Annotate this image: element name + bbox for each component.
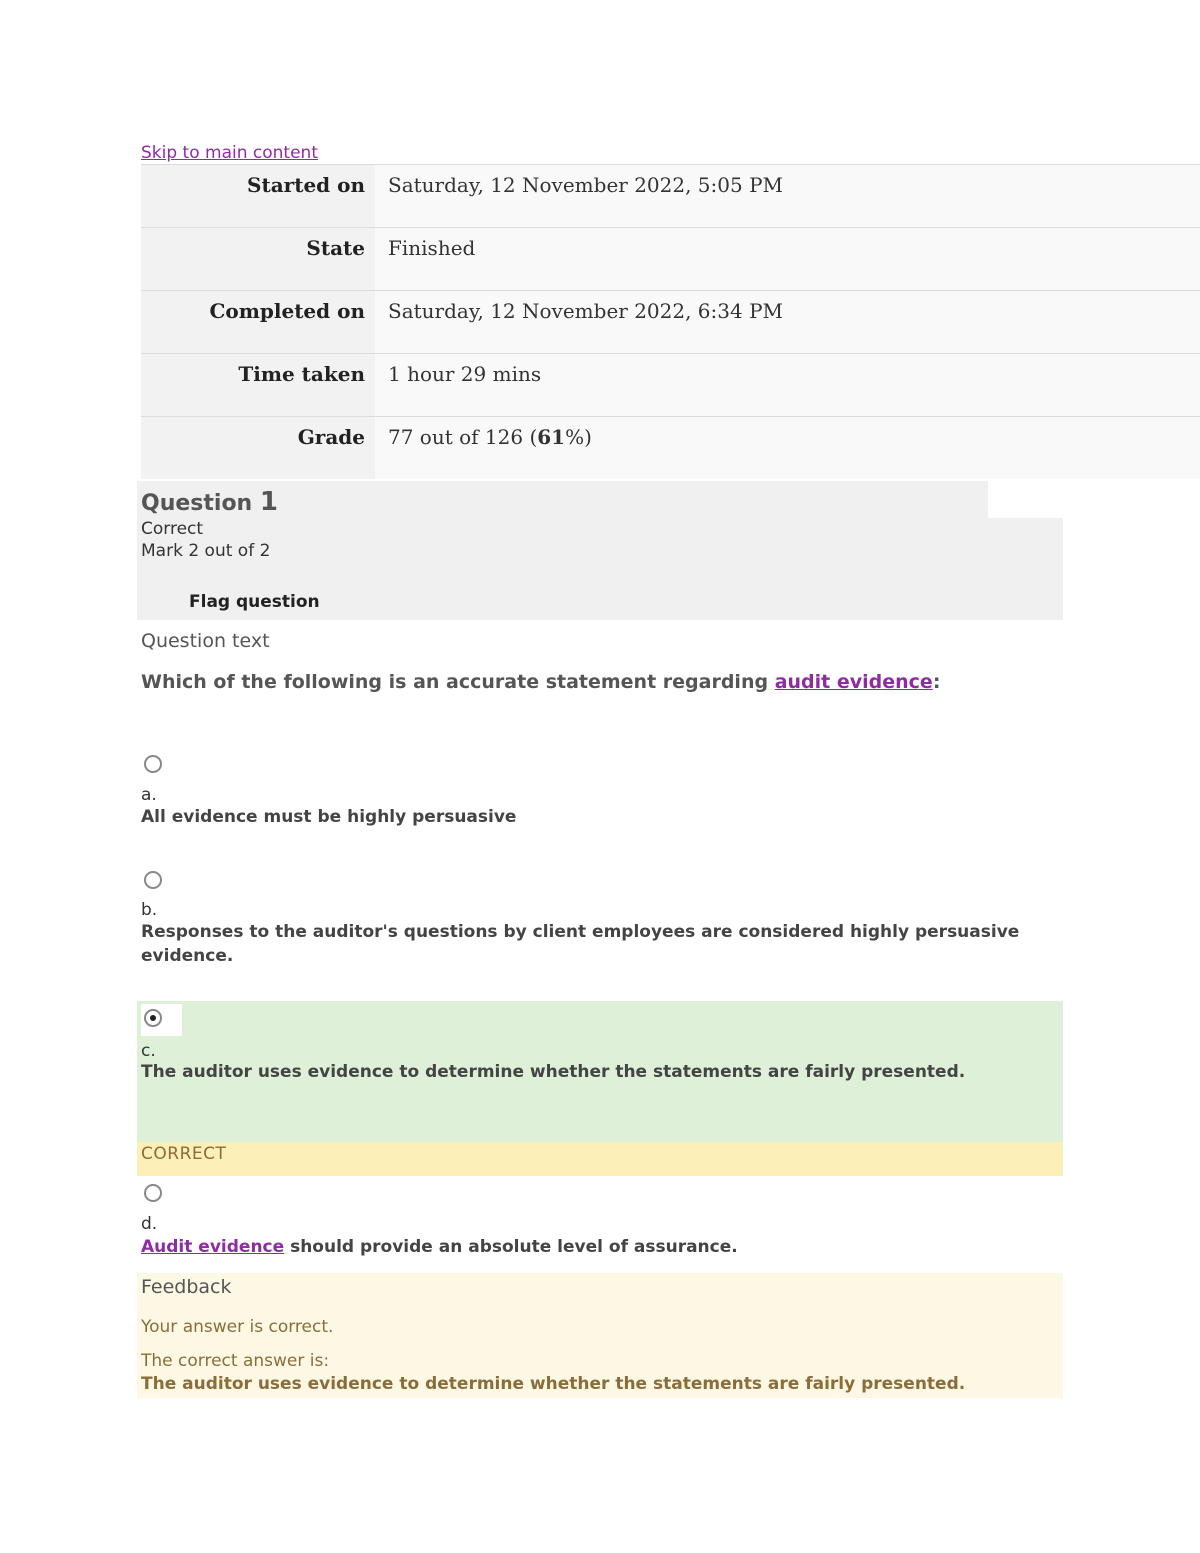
question-text-pre: Which of the following is an accurate statement regarding [141, 671, 775, 693]
question-number: 1 [259, 487, 278, 517]
attempt-summary-table [141, 164, 1200, 479]
answer-d-text[interactable] [141, 1235, 738, 1259]
flag-question-button[interactable]: Flag question [189, 592, 320, 612]
answer-d-radio[interactable] [144, 1184, 162, 1202]
question-mark: Mark 2 out of 2 [141, 541, 271, 561]
summary-row-grade [141, 416, 1200, 479]
answer-d-letter: d. [141, 1214, 158, 1234]
grade-value-post: %) [565, 425, 592, 449]
answer-c-text[interactable]: The auditor uses evidence to determine whether the statements are fairly presented. [141, 1062, 966, 1082]
time-taken-label: Time taken [141, 354, 375, 416]
feedback-result: Your answer is correct. [141, 1317, 334, 1337]
correct-status-banner: CORRECT [137, 1142, 1063, 1176]
answer-b-text[interactable]: Responses to the auditor's questions by client employees are considered highly persuasive evidence. [141, 922, 1020, 966]
started-on-value: Saturday, 12 November 2022, 5:05 PM [388, 173, 784, 197]
state-label: State [141, 228, 375, 290]
started-on-label: Started on [141, 165, 375, 227]
answer-d-audit-evidence-link[interactable]: Audit evidence [141, 1237, 285, 1257]
grade-value [375, 417, 1200, 479]
feedback-title: Feedback [141, 1276, 232, 1298]
grade-label: Grade [141, 417, 375, 479]
answer-a-letter: a. [141, 785, 157, 805]
completed-on-label: Completed on [141, 291, 375, 353]
answer-c-letter: c. [141, 1041, 156, 1061]
summary-row-state [141, 227, 1200, 290]
question-state: Correct [141, 519, 204, 539]
completed-on-value: Saturday, 12 November 2022, 6:34 PM [388, 299, 784, 323]
answer-b-radio[interactable] [144, 871, 162, 889]
grade-value-pre: 77 out of 126 ( [388, 425, 538, 449]
question-title [141, 487, 278, 517]
summary-row-time-taken [141, 353, 1200, 416]
answer-d-text-rest: should provide an absolute level of assurance. [284, 1237, 738, 1257]
summary-row-completed [141, 290, 1200, 353]
state-value: Finished [388, 236, 476, 260]
answer-a-radio[interactable] [144, 755, 162, 773]
question-title-text: Question [141, 491, 253, 516]
skip-to-main-content-link[interactable]: Skip to main content [141, 143, 318, 163]
question-text [141, 671, 940, 693]
feedback-correct-label: The correct answer is: [141, 1351, 330, 1371]
answer-a-text[interactable]: All evidence must be highly persuasive [141, 807, 517, 827]
question-info-panel [137, 481, 1063, 620]
summary-row-started [141, 164, 1200, 227]
grade-percent: 61 [537, 425, 566, 449]
question-info-notch [988, 481, 1063, 518]
answer-c-radio[interactable] [144, 1009, 162, 1027]
answer-b-letter: b. [141, 900, 158, 920]
audit-evidence-link[interactable]: audit evidence [774, 671, 933, 693]
feedback-correct-answer: The auditor uses evidence to determine whether the statements are fairly presented. [141, 1374, 966, 1394]
feedback-panel [137, 1273, 1063, 1398]
question-text-label: Question text [141, 630, 270, 652]
time-taken-value: 1 hour 29 mins [388, 362, 542, 386]
question-text-post: : [932, 671, 941, 693]
